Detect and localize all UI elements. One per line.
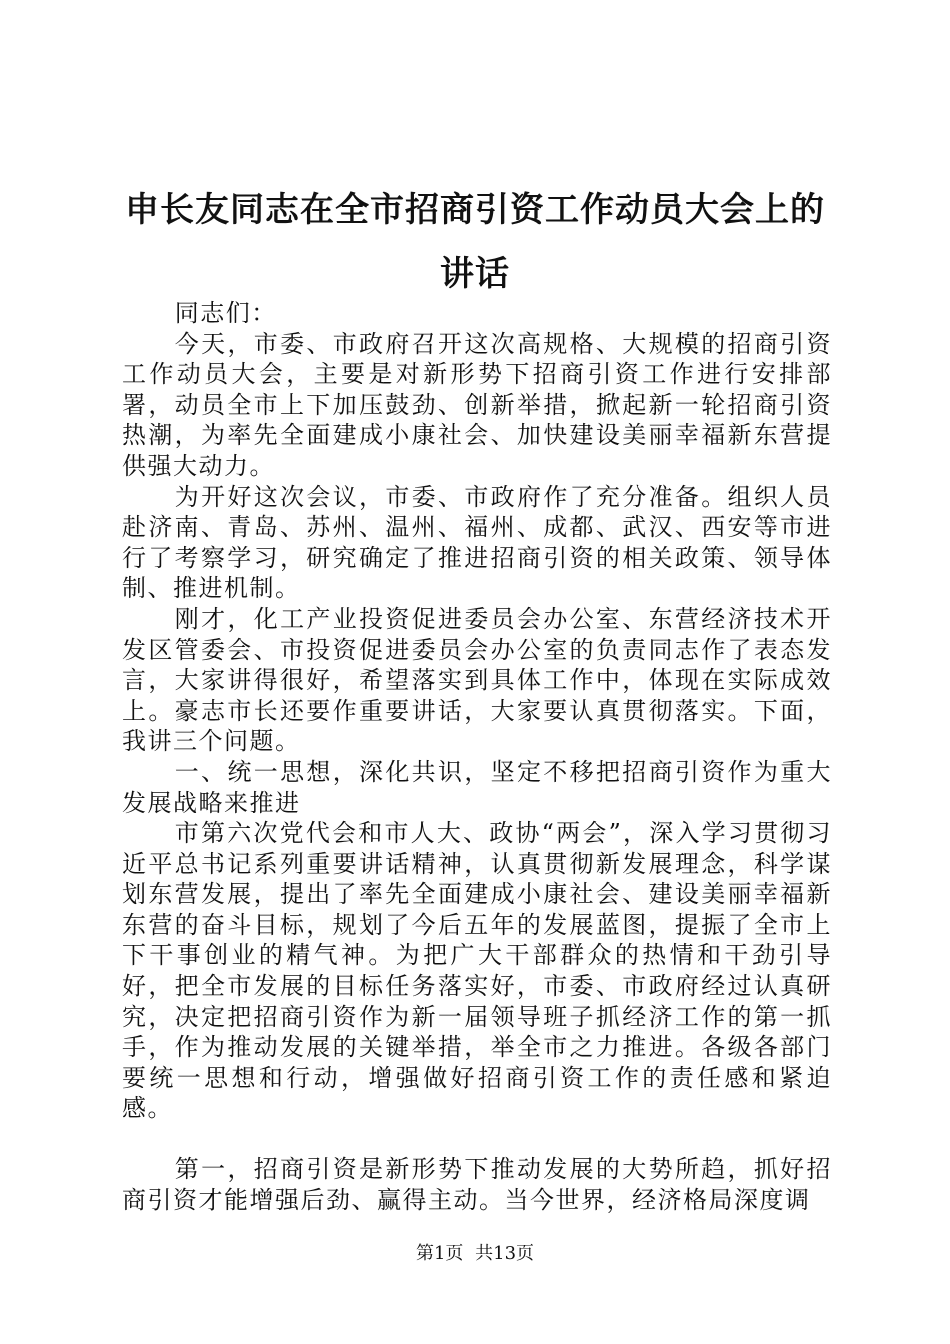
paragraph-first-point: 第一，招商引资是新形势下推动发展的大势所趋，抓好招商引资才能增强后劲、赢得主动。当今世界，经济格局深度调 — [122, 1155, 832, 1214]
page-footer — [0, 1242, 950, 1266]
paragraph-opening: 今天，市委、市政府召开这次高规格、大规模的招商引资工作动员大会，主要是对新形势下招商引资工作进行安排部署，动员全市上下加压鼓劲、创新举措，掀起新一轮招商引资热潮，为率先全面建成小康社会、加快建设美丽幸福新东营提供强大动力。 — [122, 329, 832, 480]
paragraph-remarks: 刚才，化工产业投资促进委员会办公室、东营经济技术开发区管委会、市投资促进委员会办公室的负责同志作了表态发言，大家讲得很好，希望落实到具体工作中，体现在实际成效上。豪志市长还要作重要讲话，大家要认真贯彻落实。下面，我讲三个问题。 — [122, 604, 832, 756]
section-heading-one: 一、统一思想，深化共识，坚定不移把招商引资作为重大发展战略来推进 — [122, 757, 832, 817]
paragraph-section-one: 市第六次党代会和市人大、政协“两会”，深入学习贯彻习近平总书记系列重要讲话精神，认真贯彻新发展理念，科学谋划东营发展，提出了率先全面建成小康社会、建设美丽幸福新东营的奋斗目标，规划了今后五年的发展蓝图，提振了全市上下干事创业的精气神。为把广大干部群众的热情和干劲引导好，把全市发展的目标任务落实好，市委、市政府经过认真研究，决定把招商引资作为新一届领导班子抓经济工作的第一抓手，作为推动发展的关键举措，举全市之力推进。各级各部门要统一思想和行动，增强做好招商引资工作的责任感和紧迫感。 — [122, 819, 832, 1123]
document-title: 申长友同志在全市招商引资工作动员大会上的讲话 — [125, 190, 825, 294]
page-total: 共13页 — [475, 1243, 535, 1264]
salutation: 同志们： — [174, 299, 277, 327]
paragraph-preparation: 为开好这次会议，市委、市政府作了充分准备。组织人员赴济南、青岛、苏州、温州、福州、成都、武汉、西安等市进行了考察学习，研究确定了推进招商引资的相关政策、领导体制、推进机制。 — [122, 482, 832, 603]
document-body — [122, 298, 832, 1215]
page-number: 第1页 — [415, 1243, 464, 1264]
